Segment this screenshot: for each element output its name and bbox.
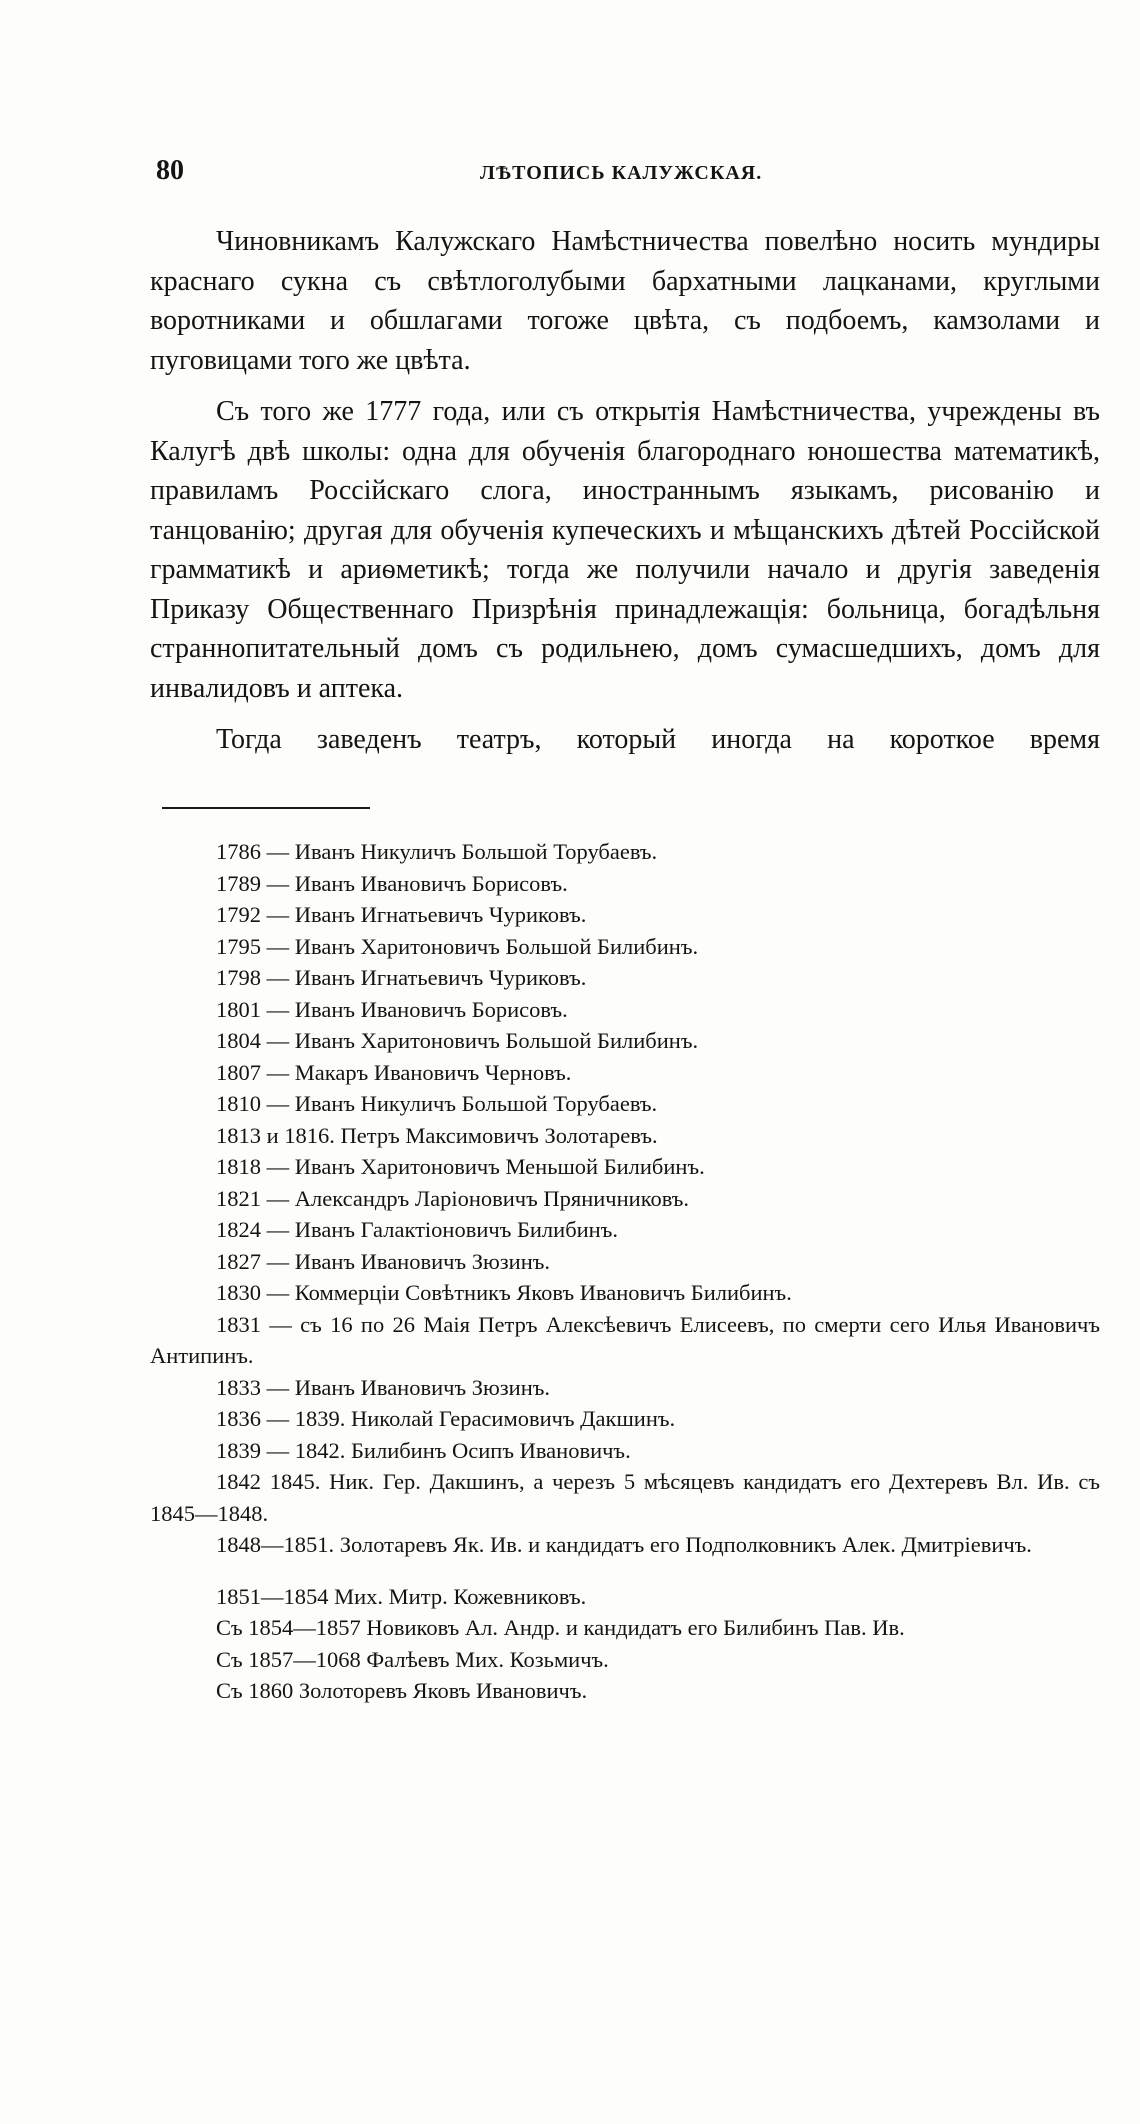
footnote-entry: 1792 — Иванъ Игнатьевичъ Чуриковъ.: [216, 902, 587, 927]
footnote-entry: 1827 — Иванъ Ивановичъ Зюзинъ.: [216, 1248, 551, 1274]
footnote-entry: 1839 — 1842. Билибинъ Осипъ Ивановичъ.: [216, 1437, 631, 1463]
footnote-entry: 1842 1845. Ник. Гер. Дакшинъ, а черезъ 5 мѣсяцевъ кандидатъ его Дехтеревъ Вл. Ив. съ 1845—1848.: [150, 1469, 1100, 1526]
page-header: [150, 155, 1090, 195]
footnote-entry: 1804 — Иванъ Харитоновичъ Большой Билибинъ.: [216, 1028, 699, 1053]
footnote-entry: Съ 1854—1857 Новиковъ Ал. Андр. и кандидатъ его Билибинъ Пав. Ив.: [216, 1615, 905, 1640]
footnote-entry: 1801 — Иванъ Ивановичъ Борисовъ.: [216, 996, 568, 1022]
main-text: [150, 222, 1100, 772]
running-title: ЛѢТОПИСЬ КАЛУЖСКАЯ.: [480, 162, 763, 184]
footnote-entry: 1848—1851. Золотаревъ Як. Ив. и кандидатъ его Подполковникъ Алек. Дмитріевичъ.: [216, 1532, 1032, 1557]
footnote-entry: 1795 — Иванъ Харитоновичъ Большой Билибинъ.: [216, 933, 699, 959]
paragraph-uniforms: Чиновникамъ Калужскаго Намѣстничества повелѣно носить мундиры краснаго сукна съ свѣтлоголубыми бархатными лацканами, круглыми воротниками и обшлагами тогоже цвѣта, съ подбоемъ, камзолами и пуговицами того же цвѣта.: [150, 226, 1100, 376]
footnote-entry: 1851—1854 Мих. Митр. Кожевниковъ.: [216, 1583, 587, 1609]
footnote-entry: 1830 — Коммерціи Совѣтникъ Яковъ Ивановичъ Билибинъ.: [216, 1280, 792, 1305]
footnote-entry: 1833 — Иванъ Ивановичъ Зюзинъ.: [216, 1374, 551, 1400]
footnote-entry: 1824 — Иванъ Галактіоновичъ Билибинъ.: [216, 1217, 618, 1242]
footnote-entry: 1807 — Макаръ Ивановичъ Черновъ.: [216, 1059, 572, 1085]
footnotes: [150, 836, 1100, 1707]
paragraph-schools: Съ того же 1777 года, или съ открытія Намѣстничества, учреждены въ Калугѣ двѣ школы: одна для обученія благороднаго юношества математикѣ, правиламъ Россійскаго слога, иностраннымъ языкамъ, рисованію и танцованію; другая для обученія купеческихъ и мѣщанскихъ дѣтей Россійской грамматикѣ и ариѳметикѣ; тогда же получили начало и другія заведенія Приказу Общественнаго Призрѣнія принадлежащія: больница, богадѣльня страннопитательный домъ съ родильнею, домъ сумасшедшихъ, домъ для инвалидовъ и аптека.: [150, 396, 1100, 704]
footnote-entry: 1786 — Иванъ Никуличъ Большой Торубаевъ.: [216, 839, 658, 864]
footnote-entry: Съ 1857—1068 Фалѣевъ Мих. Козьмичъ.: [216, 1646, 609, 1672]
footnote-entry: 1818 — Иванъ Харитоновичъ Меньшой Билибинъ.: [216, 1154, 705, 1179]
footnote-entry: 1821 — Александръ Ларіоновичъ Пряничниковъ.: [216, 1185, 690, 1211]
footnote-separator: [162, 807, 370, 809]
footnote-entry: 1836 — 1839. Николай Герасимовичъ Дакшинъ.: [216, 1406, 676, 1431]
page-number: 80: [156, 155, 184, 186]
footnote-entry: 1831 — съ 16 по 26 Маія Петръ Алексѣевичъ Елисеевъ, по смерти сего Илья Ивановичъ Антипинъ.: [150, 1311, 1100, 1368]
footnote-entry: 1810 — Иванъ Никуличъ Большой Торубаевъ.: [216, 1091, 658, 1116]
footnote-entry: Съ 1860 Золоторевъ Яковъ Ивановичъ.: [216, 1678, 588, 1703]
footnote-entry: 1789 — Иванъ Ивановичъ Борисовъ.: [216, 870, 568, 896]
footnote-entry: 1813 и 1816. Петръ Максимовичъ Золотаревъ.: [216, 1122, 658, 1148]
paragraph-theatre: Тогда заведенъ театръ, который иногда на короткое время: [216, 724, 1100, 755]
footnote-entry: 1798 — Иванъ Игнатьевичъ Чуриковъ.: [216, 965, 587, 990]
